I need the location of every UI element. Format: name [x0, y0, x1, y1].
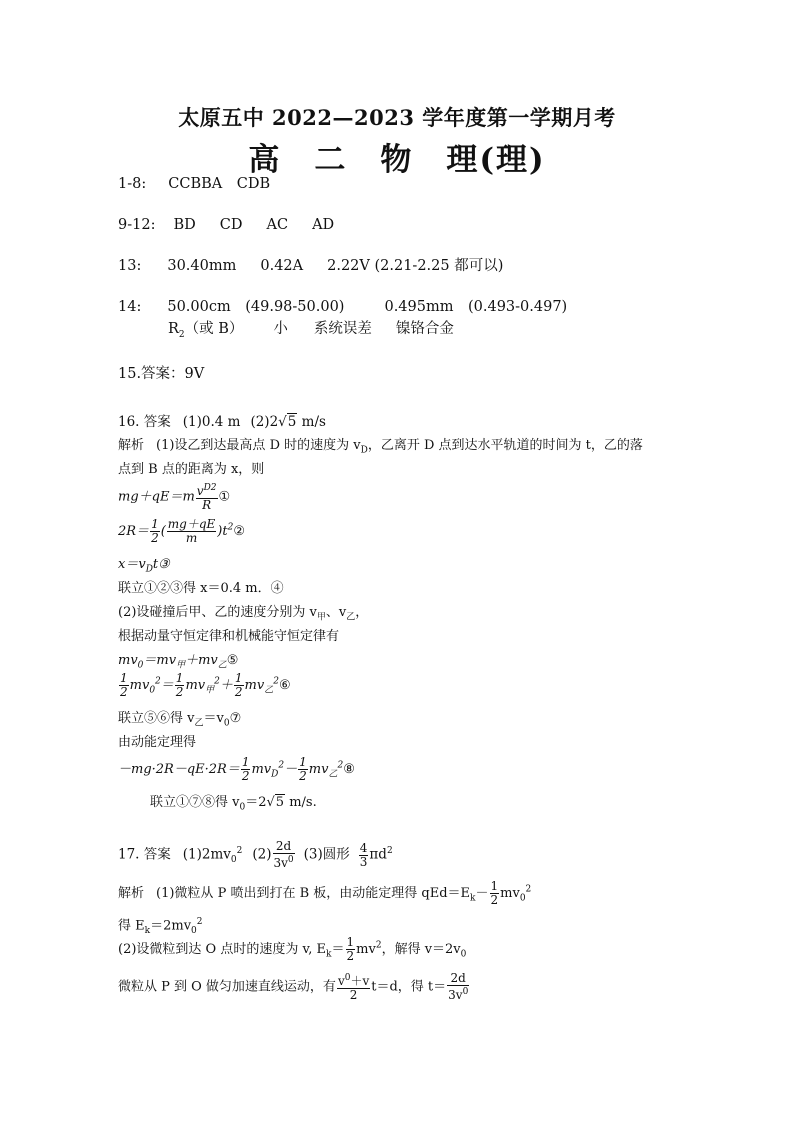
answer-label: 1-8: — [118, 176, 147, 192]
sub: 甲 — [205, 685, 215, 696]
sup: D2 — [203, 483, 217, 493]
text: 1 — [241, 755, 250, 769]
text: 1 — [346, 935, 355, 949]
sup: 2 — [386, 846, 393, 856]
q17-line — [118, 972, 470, 1002]
text: 微粒从 P 到 O 做匀加速直线运动，有 — [118, 979, 336, 995]
text: mg＋qE＝m — [118, 489, 195, 505]
answer-label: 9-12: — [118, 217, 156, 233]
q16-answer: 16. 答案 (1)0.4 m (2)2√5 m/s — [118, 414, 326, 430]
sub: 乙 — [328, 769, 338, 780]
sub: D — [360, 445, 368, 456]
q16-eq2: 2R＝ $\frac{1}{2}$ ( $\frac{mg+qE}{m}$ )$t^2②$ — [118, 517, 245, 545]
sup: 0 — [344, 973, 351, 983]
q16-part2-line: 根据动量守恒定律和机械能守恒定律有 — [118, 629, 340, 644]
answer-value: 30.40mm — [167, 258, 237, 274]
sub: 0 — [137, 660, 144, 671]
text: (3)圆形 — [303, 846, 350, 863]
text: mg＋qE — [167, 517, 216, 531]
q16-line: 由动能定理得 — [118, 735, 197, 750]
text: ＋mv — [185, 653, 218, 668]
text: mv — [129, 678, 150, 693]
sub: k — [470, 893, 476, 904]
text: 2 — [299, 769, 307, 783]
sub: k — [144, 925, 151, 936]
sqrt-value: 5 — [275, 795, 285, 810]
sub: D — [271, 769, 279, 780]
answer-value: 0.495mm (0.493-0.497) — [384, 299, 568, 315]
q16-analysis-line: 点到 B 点的距离为 x，则 — [118, 462, 265, 477]
q17-line — [118, 936, 466, 964]
text: 2 — [490, 893, 499, 907]
text: 1 — [299, 755, 307, 769]
answer-value: BD — [173, 217, 196, 233]
text: 1 — [234, 671, 243, 685]
answer-value: (1)0.4 m — [182, 414, 241, 430]
answer-value: AD — [312, 217, 335, 233]
resistor-label: R — [168, 321, 179, 337]
q16-eq3 — [118, 556, 170, 579]
sub: 0 — [223, 718, 230, 729]
text: ＋ — [219, 678, 233, 693]
text: ＝mv — [143, 653, 177, 668]
text: ＝2mv — [150, 918, 192, 934]
fraction — [490, 880, 500, 907]
tag: ⑧ — [343, 762, 355, 777]
sub: 0 — [191, 925, 197, 936]
text: 2 — [346, 949, 355, 963]
answer-label: 16. 答案 — [118, 414, 171, 430]
text: ＝2 — [245, 795, 267, 810]
answer-row-9-12 — [118, 215, 334, 235]
sup: 2 — [273, 676, 279, 687]
answer-label: 17. 答案 — [118, 846, 171, 863]
text: t＝d，得 t＝ — [371, 979, 447, 995]
fraction — [241, 756, 251, 783]
q17-analysis-line — [118, 880, 531, 908]
sup: 2 — [278, 760, 285, 771]
text: ＝ — [160, 678, 174, 693]
sup: 2 — [155, 676, 161, 687]
text: 1 — [490, 879, 499, 893]
answer-value: CD — [219, 217, 243, 233]
answer-value: 系统误差 — [313, 321, 372, 337]
answer-value: 0.42A — [260, 258, 304, 274]
fraction — [298, 756, 308, 783]
sub: 甲 — [316, 612, 326, 623]
text: － — [475, 886, 489, 901]
q16-part2-line — [118, 604, 368, 627]
fraction — [447, 972, 469, 1002]
tag: ⑥ — [278, 678, 291, 693]
text: ＋v — [350, 974, 370, 988]
answer-row-14-b — [168, 319, 454, 345]
text: mv — [251, 762, 272, 777]
q16-eq1 — [118, 482, 230, 512]
text: mv — [308, 762, 329, 777]
sup: 2 — [214, 676, 220, 687]
fraction — [175, 672, 185, 699]
answer-row-15: 15.答案：9V — [118, 366, 205, 382]
sub: 乙 — [194, 718, 204, 729]
sub: 乙 — [217, 660, 227, 671]
q17-answer — [118, 840, 393, 870]
text: R — [202, 498, 212, 512]
tag: ⑤ — [226, 653, 239, 668]
sub: 甲 — [176, 660, 186, 671]
text: － — [284, 762, 298, 777]
answer-value: 2.22V (2.21-2.25 都可以) — [327, 258, 504, 274]
text: 、v — [325, 605, 347, 620]
text: 联立⑤⑥得 v — [118, 711, 195, 726]
sup: 2 — [337, 760, 344, 771]
sup: 2 — [525, 884, 532, 895]
text: 1 — [175, 671, 184, 685]
q16-eq4: 联立①②③得 x＝0.4 m．④ — [118, 581, 284, 596]
text: mv — [356, 942, 376, 957]
text: 2d — [273, 840, 295, 854]
tag: ② — [233, 524, 245, 539]
text: 得 E — [118, 918, 145, 934]
text: πd — [369, 846, 387, 863]
fraction — [167, 518, 217, 545]
text: ，乙离开 D 点到达水平轨道的时间为 t，乙的落 — [367, 438, 643, 453]
fraction — [337, 972, 370, 1002]
text: 3v — [273, 856, 288, 870]
sup: 2 — [236, 846, 243, 856]
text: mv — [500, 886, 520, 901]
answer-value: 小 — [273, 321, 288, 337]
text: ＝ — [331, 942, 345, 957]
text: 2 — [349, 988, 358, 1002]
answer-row-13 — [118, 256, 503, 276]
answer-value: 镍铬合金 — [395, 321, 454, 337]
q16-eq6 — [118, 672, 291, 700]
tag: ⑦ — [229, 711, 242, 726]
text: 1 — [151, 517, 159, 531]
text: x＝v — [118, 557, 146, 572]
sub: k — [326, 949, 332, 960]
sub: 0 — [149, 685, 156, 696]
text: mv — [185, 678, 206, 693]
text: mv — [118, 653, 138, 668]
fraction — [119, 672, 129, 699]
answer-value: CCBBA CDB — [168, 176, 271, 192]
text: v — [196, 484, 204, 498]
fraction — [346, 936, 356, 963]
text: m — [185, 531, 198, 545]
q16-eq7 — [118, 710, 241, 733]
answer-row-1-8 — [118, 174, 270, 194]
analysis-label: 解析 — [118, 886, 145, 901]
text: ＝v — [203, 711, 224, 726]
text: v — [337, 974, 345, 988]
text: 2 — [241, 769, 250, 783]
text: ， — [355, 605, 369, 620]
text: (1)设乙到达最高点 D 时的速度为 v — [156, 438, 361, 453]
text: 2R＝ — [118, 524, 150, 539]
unit: m/s. — [285, 795, 317, 810]
sup: 2 — [196, 917, 203, 927]
text: 2 — [120, 685, 128, 699]
text: 2d — [447, 972, 469, 986]
exam-title: 太原五中 2022—2023 学年度第一学期月考 — [178, 105, 616, 130]
fraction — [359, 842, 369, 869]
text: t — [222, 524, 228, 539]
sub: 0 — [239, 802, 246, 813]
text: －mg·2R－qE·2R＝ — [118, 762, 240, 777]
subject-title: 高 二 物 理(理) — [248, 142, 546, 178]
text: 3v — [448, 988, 463, 1002]
resistor-alt: （或 B） — [184, 321, 244, 337]
q16-analysis-line — [118, 437, 643, 460]
q16-eq9: 联立①⑦⑧得 $v_0=2√5$ m/s. — [150, 795, 317, 813]
fraction — [273, 840, 295, 870]
text: (2) — [252, 846, 272, 863]
text: (1)微粒从 P 喷出到打在 B 板，由动能定理得 qEd＝E — [156, 886, 471, 901]
answer-value: (2)2 — [250, 414, 279, 430]
sub: 乙 — [346, 612, 356, 623]
answer-row-14 — [118, 297, 567, 317]
sub: 0 — [460, 949, 467, 960]
unit: m/s — [297, 414, 326, 430]
sup: 0 — [287, 855, 294, 865]
sup: 0 — [462, 987, 469, 997]
text: ，解得 v＝2v — [381, 942, 461, 957]
sub: 0 — [519, 893, 526, 904]
text: 2 — [151, 531, 159, 545]
answer-value: 50.00cm (49.98-50.00) — [167, 299, 345, 315]
answer-value: AC — [266, 217, 289, 233]
text: 3 — [359, 854, 368, 869]
sup: 2 — [375, 940, 382, 951]
text: 4 — [359, 840, 368, 855]
text: mv — [244, 678, 265, 693]
text: 2 — [175, 685, 184, 699]
sub: 乙 — [264, 685, 274, 696]
text: 联立①⑦⑧得 v — [150, 795, 240, 810]
answer-label: 14: — [118, 299, 142, 315]
text: 2 — [234, 685, 243, 699]
fraction — [234, 672, 244, 699]
q16-eq8 — [118, 756, 355, 784]
text: t③ — [152, 557, 170, 572]
analysis-label: 解析 — [118, 438, 145, 453]
sub: 0 — [230, 855, 237, 866]
sqrt-value: 5 — [287, 414, 297, 430]
sub: D — [145, 564, 153, 575]
answer-label: 13: — [118, 258, 142, 274]
text: 1 — [120, 671, 128, 685]
sup: 2 — [227, 522, 234, 533]
tag: ① — [218, 489, 231, 505]
fraction — [150, 518, 160, 545]
fraction — [196, 482, 218, 512]
text: (1)2mv — [182, 846, 231, 863]
text: (2)设碰撞后甲、乙的速度分别为 v — [118, 605, 317, 620]
text: (2)设微粒到达 O 点时的速度为 v, E — [118, 942, 327, 957]
resistor-sub: 2 — [178, 329, 185, 340]
